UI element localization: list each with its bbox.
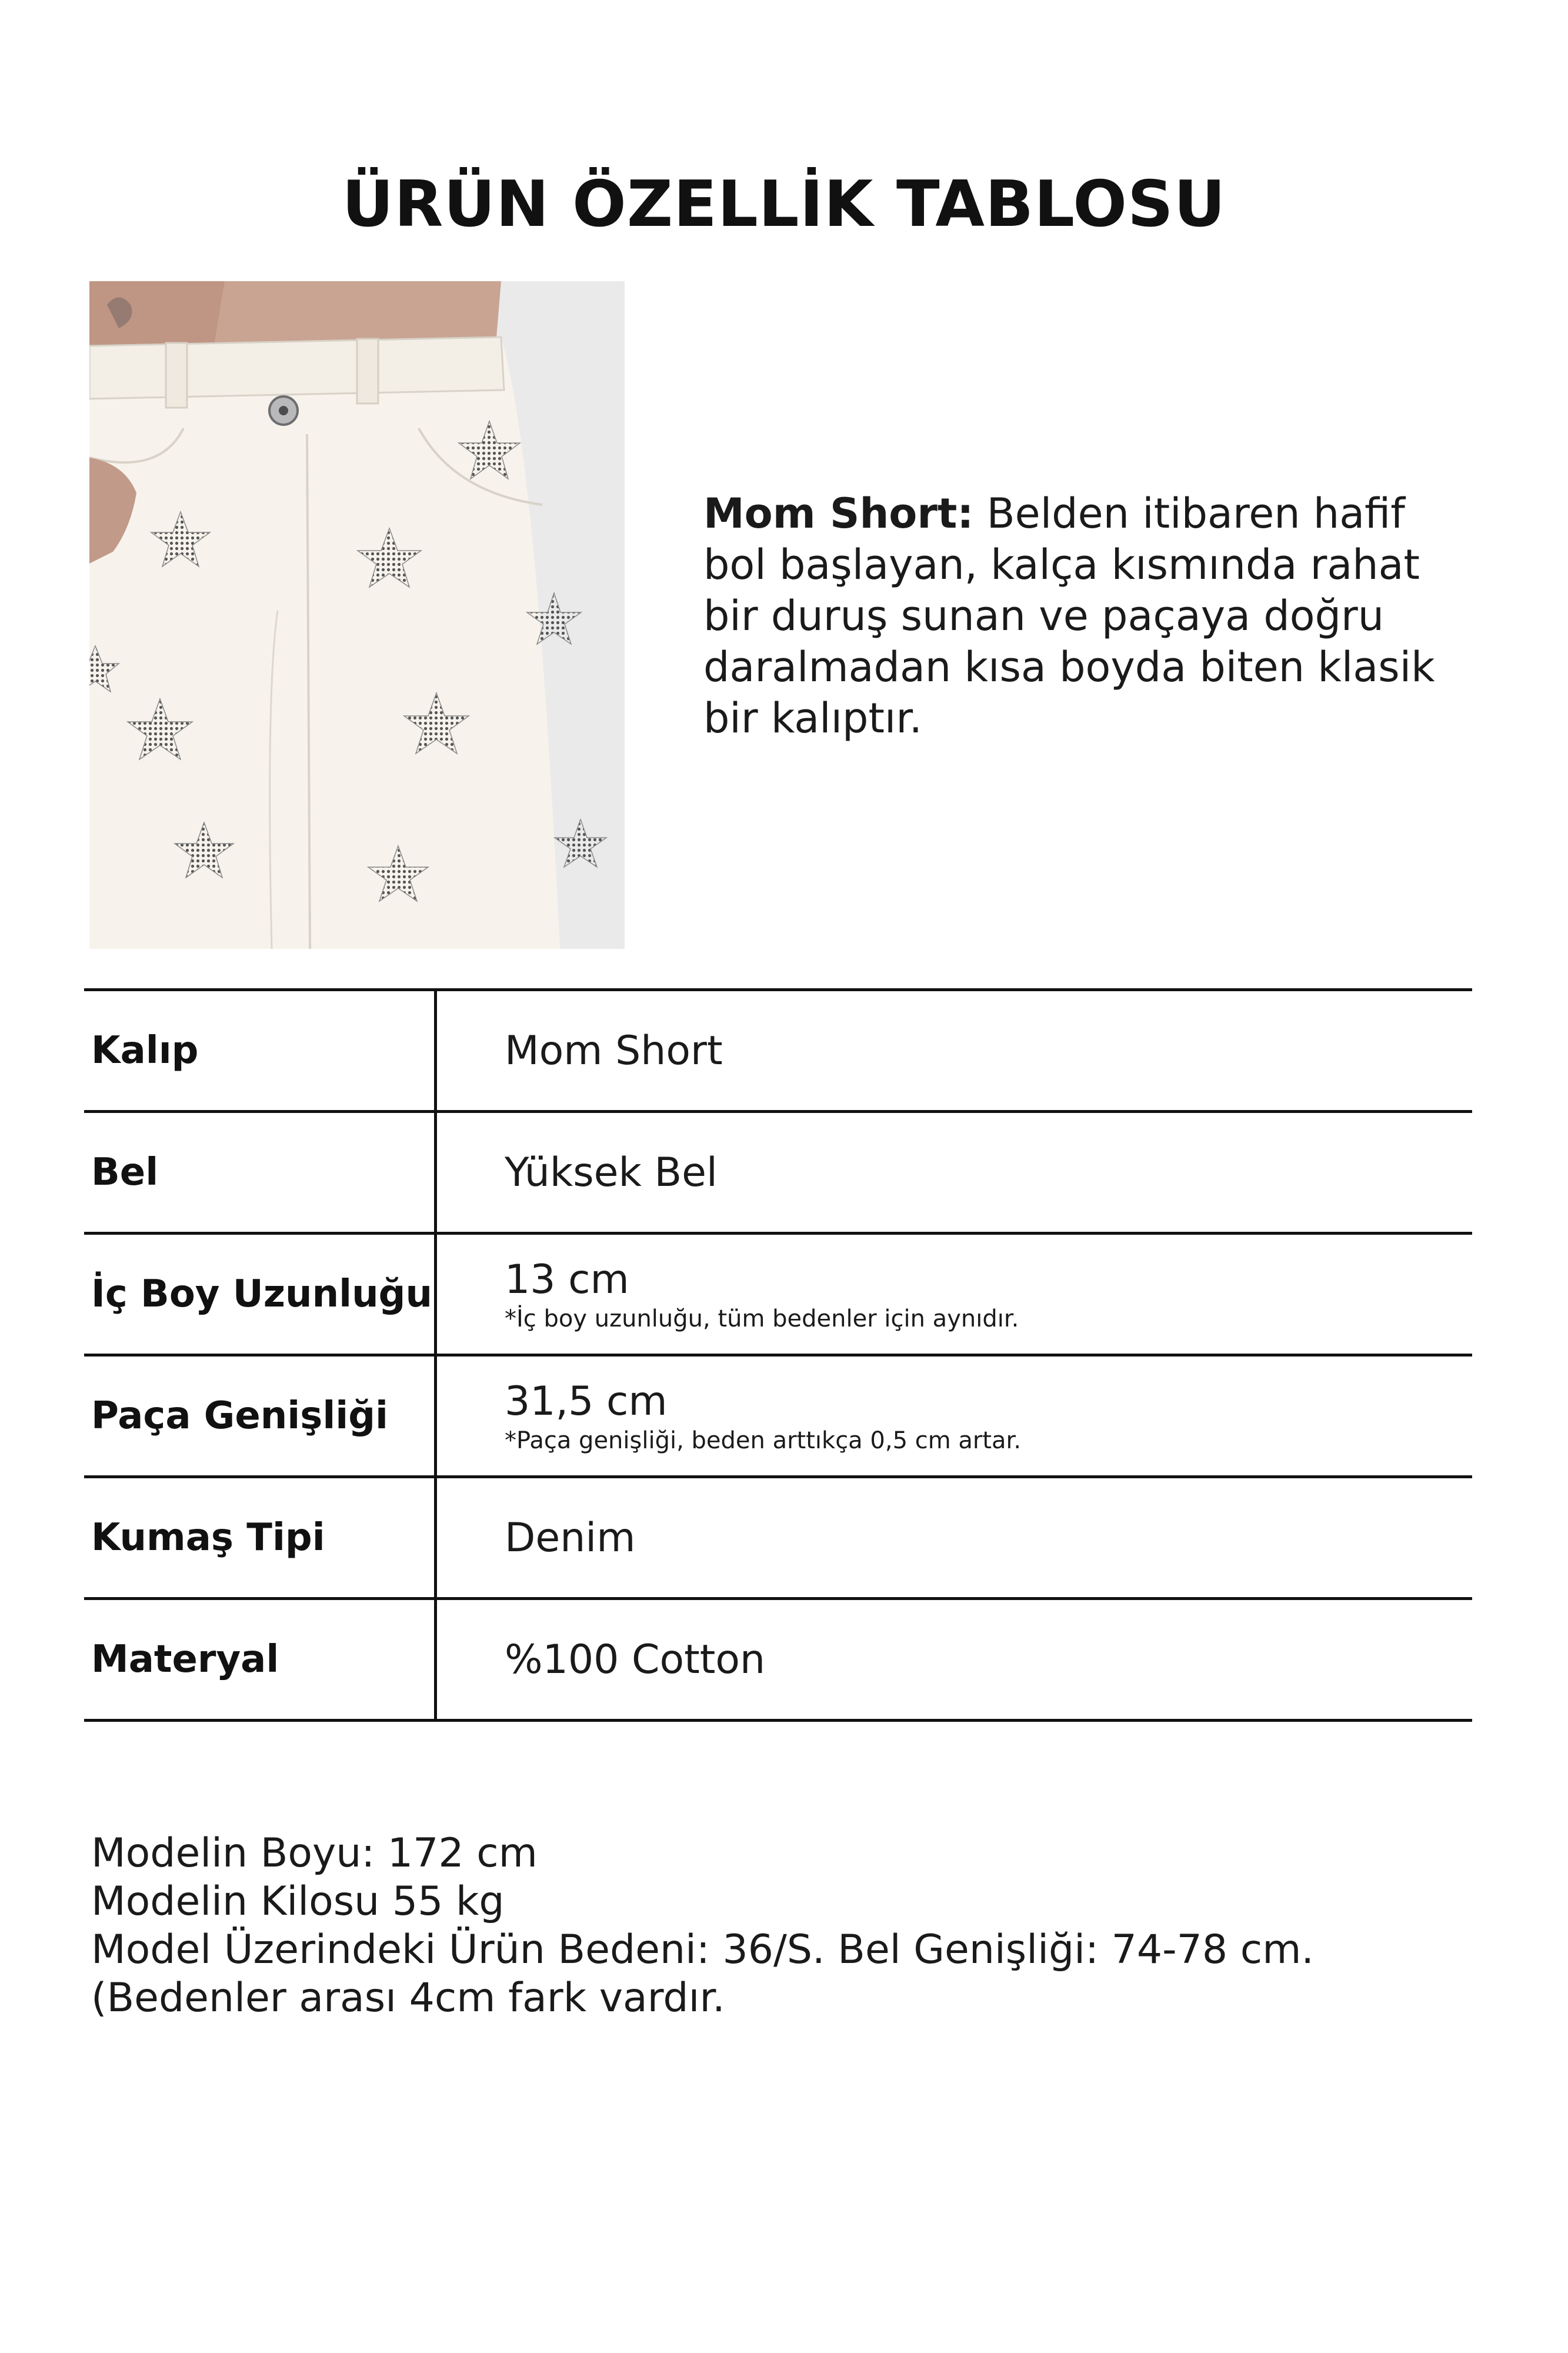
- spec-value: 13 cm: [505, 1256, 629, 1303]
- description-name: Mom Short:: [703, 489, 974, 538]
- spec-label: Kumaş Tipi: [91, 1516, 325, 1559]
- spec-value: Yüksek Bel: [505, 1149, 718, 1196]
- table-divider: [434, 991, 437, 1110]
- model-info: [91, 1829, 1491, 2022]
- spec-note: *Paça genişliği, beden arttıkça 0,5 cm artar.: [505, 1427, 1022, 1454]
- table-divider: [434, 1235, 437, 1354]
- product-photo: [89, 281, 625, 949]
- model-weight: Modelin Kilosu 55 kg: [91, 1878, 505, 1925]
- description-text: Belden itibaren hafif bol başlayan, kalça kısmında rahat bir duruş sunan ve paçaya doğru daralmadan kısa boyda biten klasik bir kalıptır.: [703, 489, 1435, 742]
- table-divider: [434, 1357, 437, 1475]
- spec-label: İç Boy Uzunluğu: [91, 1272, 432, 1316]
- product-description: [703, 488, 1480, 744]
- spec-label: Paça Genişliği: [91, 1394, 388, 1438]
- spec-row-ic-boy: [84, 1235, 1472, 1357]
- model-height: Modelin Boyu: 172 cm: [91, 1830, 538, 1877]
- spec-row-kalip: [84, 991, 1472, 1113]
- spec-value-cell: [505, 1235, 1019, 1354]
- spec-value-cell: [505, 991, 723, 1110]
- spec-label: Materyal: [91, 1638, 279, 1681]
- spec-value: Mom Short: [505, 1027, 723, 1074]
- table-divider: [434, 1600, 437, 1719]
- spec-value-cell: [505, 1357, 1021, 1475]
- spec-row-kumas: [84, 1478, 1472, 1600]
- spec-value: Denim: [505, 1514, 636, 1561]
- spec-row-paca: [84, 1357, 1472, 1478]
- table-divider: [434, 1478, 437, 1597]
- spec-label: Kalıp: [91, 1029, 199, 1072]
- spec-value-cell: [505, 1113, 718, 1232]
- spec-value: %100 Cotton: [505, 1636, 766, 1683]
- spec-value-cell: [505, 1600, 765, 1719]
- page-title: ÜRÜN ÖZELLİK TABLOSU: [342, 168, 1226, 241]
- spec-note: *İç boy uzunluğu, tüm bedenler için aynıdır.: [505, 1305, 1019, 1332]
- spec-label: Bel: [91, 1151, 159, 1194]
- spec-row-materyal: [84, 1600, 1472, 1722]
- spec-row-bel: [84, 1113, 1472, 1235]
- spec-value: 31,5 cm: [505, 1378, 668, 1425]
- white-denim-shorts-with-rhinestone-stars-photo: [89, 281, 625, 949]
- table-divider: [434, 1113, 437, 1232]
- model-size: Model Üzerindeki Ürün Bedeni: 36/S. Bel Genişliği: 74-78 cm. (Bedenler arası 4cm fark vardır.: [91, 1927, 1327, 2021]
- spec-table: [84, 988, 1472, 1722]
- spec-value-cell: [505, 1478, 635, 1597]
